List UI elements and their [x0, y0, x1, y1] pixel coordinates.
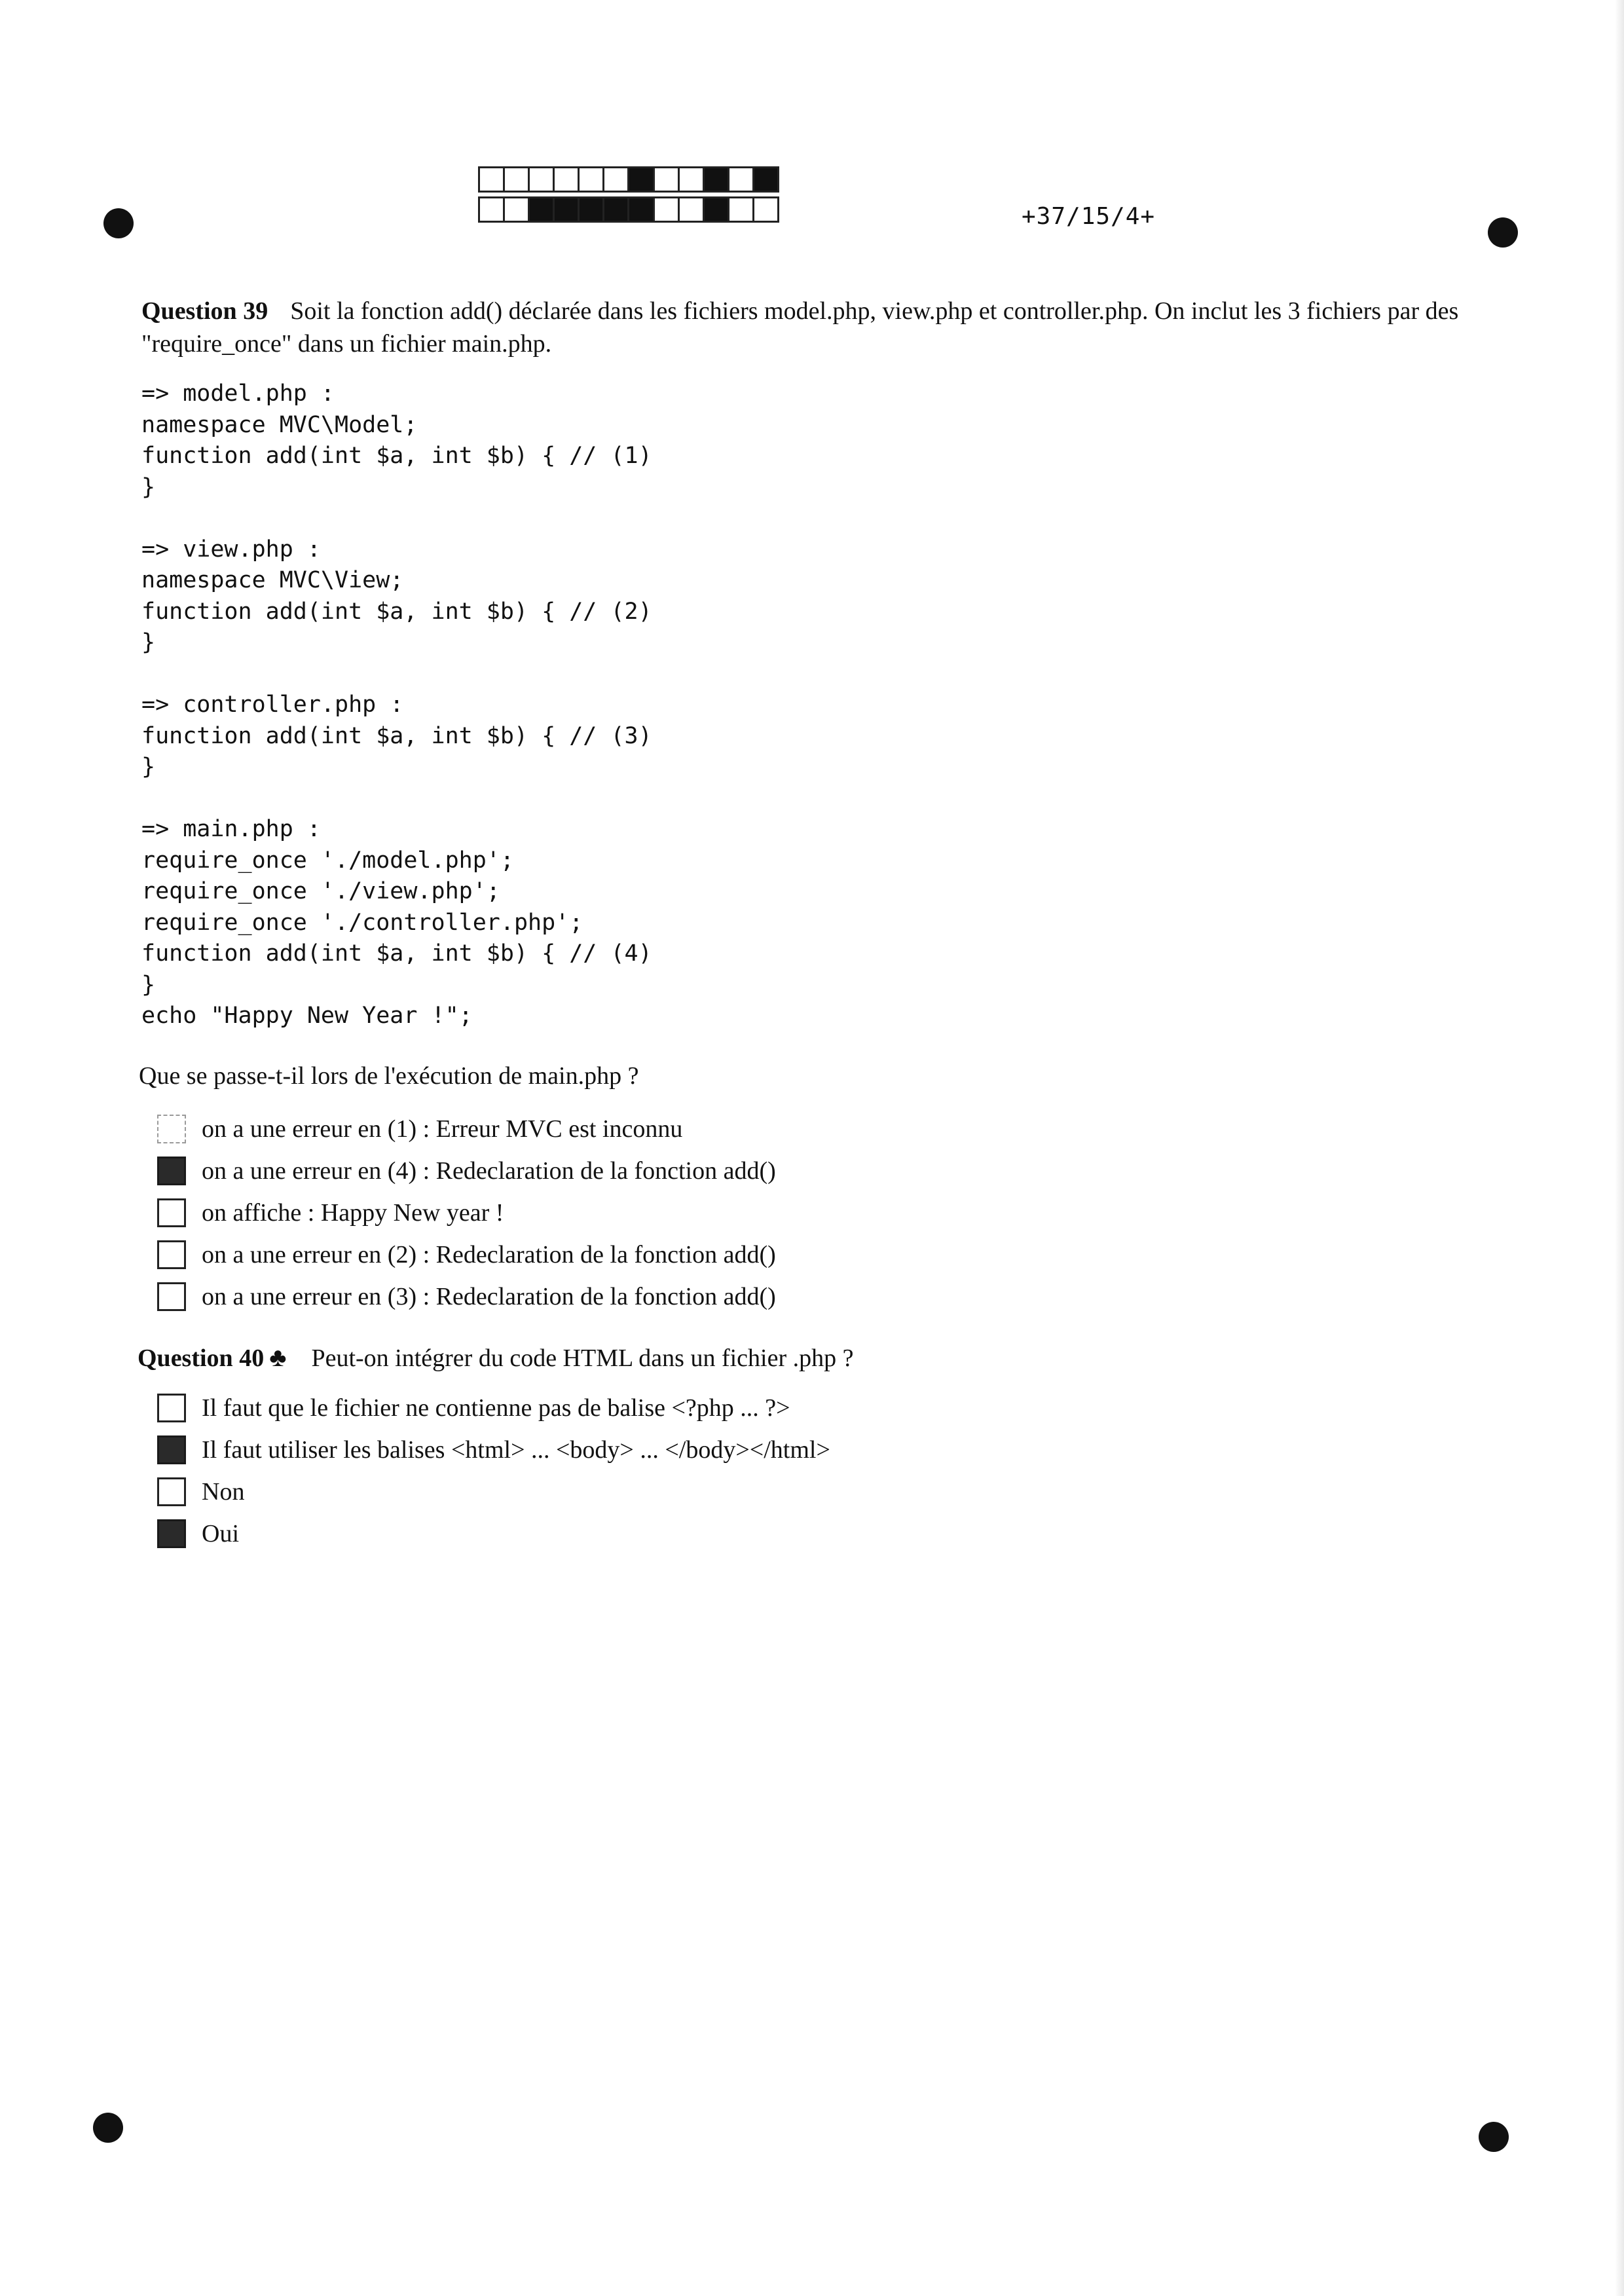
barcode-cell [505, 198, 530, 221]
question-39-text: Soit la fonction add() déclarée dans les fichiers model.php, view.php et controller.php. On inclut les 3 fichiers par des "require_once" dans un fichier main.php. [141, 297, 1459, 358]
code-line: => view.php : [141, 536, 321, 563]
code-line: namespace MVC\Model; [141, 411, 418, 438]
code-line: function add(int $a, int $b) { // (1) [141, 443, 652, 469]
barcode-cell [505, 168, 530, 191]
code-line: require_once './model.php'; [141, 847, 514, 874]
corner-mark-bottom-right [1479, 2122, 1509, 2152]
club-icon: ♣ [269, 1342, 287, 1372]
barcode-cell [655, 198, 680, 221]
barcode-cell [555, 168, 580, 191]
checked-checkbox[interactable] [157, 1519, 186, 1548]
answer-option-label: Oui [202, 1520, 239, 1547]
answer-option[interactable] [157, 1387, 830, 1429]
question-39-code-listing [141, 379, 652, 1032]
answer-option[interactable] [157, 1276, 776, 1318]
barcode-cell [729, 168, 754, 191]
barcode-cell [530, 168, 555, 191]
question-40-text: Peut-on intégrer du code HTML dans un fichier .php ? [311, 1344, 854, 1372]
checked-checkbox[interactable] [157, 1157, 186, 1185]
barcode-cell [705, 198, 729, 221]
checkbox[interactable] [157, 1115, 186, 1143]
page-code: +37/15/4+ [1022, 203, 1156, 230]
answer-option[interactable] [157, 1150, 776, 1192]
answer-option-label: Non [202, 1478, 245, 1506]
checkbox[interactable] [157, 1394, 186, 1422]
code-line: } [141, 473, 156, 500]
barcode-cell [629, 168, 654, 191]
code-line [141, 659, 652, 690]
answer-option[interactable] [157, 1234, 776, 1276]
checkbox[interactable] [157, 1477, 186, 1506]
answer-option-label: on a une erreur en (1) : Erreur MVC est inconnu [202, 1115, 683, 1143]
barcode-cell [555, 198, 580, 221]
corner-mark-bottom-left [93, 2113, 123, 2143]
code-line: echo "Happy New Year !"; [141, 1003, 473, 1029]
question-40-options [157, 1387, 830, 1555]
question-39 [141, 295, 1490, 360]
checked-checkbox[interactable] [157, 1435, 186, 1464]
answer-option[interactable] [157, 1429, 830, 1471]
barcode-cell [754, 198, 777, 221]
corner-mark-top-left [103, 208, 134, 238]
question-39-label: Question 39 [141, 297, 268, 325]
corner-mark-top-right [1488, 217, 1518, 248]
checkbox[interactable] [157, 1198, 186, 1227]
barcode-row [478, 196, 779, 223]
checkbox[interactable] [157, 1240, 186, 1269]
barcode-cell [655, 168, 680, 191]
code-line: require_once './controller.php'; [141, 909, 583, 936]
page-barcode [478, 166, 779, 227]
code-line: => model.php : [141, 380, 335, 407]
code-line: function add(int $a, int $b) { // (4) [141, 940, 652, 967]
checkbox[interactable] [157, 1282, 186, 1311]
answer-option-label: on affiche : Happy New year ! [202, 1199, 504, 1227]
answer-option[interactable] [157, 1108, 776, 1150]
code-line [141, 503, 652, 534]
code-line: function add(int $a, int $b) { // (3) [141, 722, 652, 749]
answer-option[interactable] [157, 1471, 830, 1513]
answer-option-label: Il faut que le fichier ne contienne pas de balise <?php ... ?> [202, 1394, 790, 1422]
question-40-label: Question 40 [138, 1344, 265, 1372]
code-line [141, 783, 652, 815]
answer-option-label: on a une erreur en (4) : Redeclaration de la fonction add() [202, 1157, 776, 1185]
barcode-cell [530, 198, 555, 221]
question-40 [138, 1341, 1486, 1375]
question-39-options [157, 1108, 776, 1318]
barcode-cell [629, 198, 654, 221]
code-line: namespace MVC\View; [141, 567, 404, 593]
answer-option-label: Il faut utiliser les balises <html> ... <body> ... </body></html> [202, 1436, 830, 1464]
barcode-cell [705, 168, 729, 191]
scan-edge-shadow [1615, 0, 1624, 2296]
question-39-prompt: Que se passe-t-il lors de l'exécution de main.php ? [139, 1062, 639, 1090]
barcode-cell [754, 168, 777, 191]
barcode-cell [580, 168, 604, 191]
answer-option[interactable] [157, 1192, 776, 1234]
code-line: } [141, 629, 156, 656]
barcode-row [478, 166, 779, 193]
barcode-cell [604, 168, 629, 191]
barcode-cell [729, 198, 754, 221]
barcode-cell [480, 168, 505, 191]
answer-option[interactable] [157, 1513, 830, 1555]
answer-option-label: on a une erreur en (2) : Redeclaration de la fonction add() [202, 1241, 776, 1268]
code-line: require_once './view.php'; [141, 878, 500, 904]
barcode-cell [680, 198, 705, 221]
barcode-cell [680, 168, 705, 191]
barcode-cell [604, 198, 629, 221]
barcode-cell [580, 198, 604, 221]
barcode-cell [480, 198, 505, 221]
code-line: } [141, 971, 156, 998]
code-line: => main.php : [141, 816, 321, 842]
code-line: } [141, 754, 156, 780]
code-line: => controller.php : [141, 692, 404, 718]
code-line: function add(int $a, int $b) { // (2) [141, 598, 652, 625]
answer-option-label: on a une erreur en (3) : Redeclaration de la fonction add() [202, 1283, 776, 1310]
